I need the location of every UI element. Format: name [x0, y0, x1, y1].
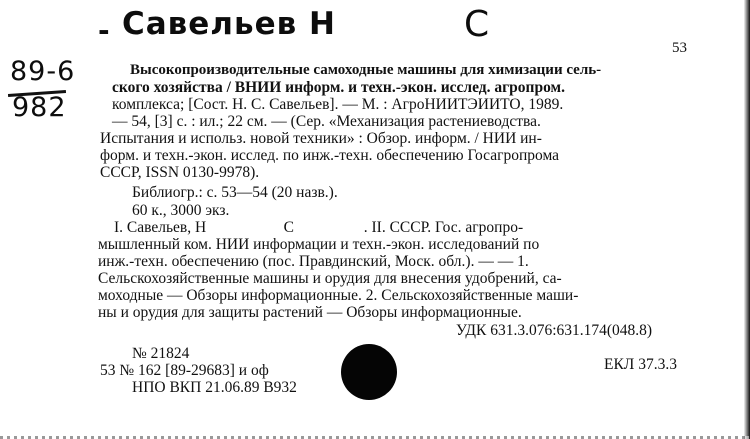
udc-code: УДК 631.3.076:631.174(048.8)	[456, 322, 653, 339]
description-line: комплекса; [Сост. Н. С. Савельев]. — М. : АгроНИИТЭИИТО, 1989.	[112, 96, 564, 113]
subject-line: моходные — Обзоры информационные. 2. Сельскохозяйственные маши-	[98, 287, 579, 304]
handwritten-initial: С	[464, 4, 491, 45]
printer-info: НПО ВКП 21.06.89 В932	[132, 379, 297, 396]
description-line: Испытания и использ. новой техники» : Обзор. информ. / НИИ ин-	[100, 130, 542, 147]
subject-line: ны и орудия для защиты растений — Обзоры информационные.	[98, 304, 522, 321]
description-line: СССР, ISSN 0130-9978).	[100, 164, 260, 181]
card-edge-shadow	[744, 0, 750, 439]
subject-line: I. Савельев, Н С . II. СССР. Гос. агропро-	[114, 219, 524, 236]
card-number: 53 № 162 [89-29683] и оф	[100, 362, 269, 379]
handwritten-shelf-mark-top: 89-6	[10, 56, 76, 87]
subject-line: мышленный ком. НИИ информации и техн.-экон. исследований по	[98, 236, 540, 253]
record-number: № 21824	[132, 345, 190, 362]
subject-line: Сельскохозяйственные машины и орудия для внесения удобрений, са-	[98, 270, 562, 287]
description-line: форм. и техн.-экон. исслед. по инж.-техн. обеспечению Госагропрома	[100, 147, 560, 164]
subject-line: инж.-техн. обеспечению (пос. Правдинский, Моск. обл.). — — 1.	[98, 253, 529, 270]
description-line: ского хозяйства / ВНИИ информ. и техн.-экон. исслед. агропром.	[112, 79, 565, 96]
page-number: 53	[672, 40, 687, 56]
handwritten-dash: -	[98, 14, 111, 47]
bibliography-note: Библиогр.: с. 53—54 (20 назв.).	[132, 184, 338, 201]
handwritten-shelf-mark-bottom: 982	[12, 92, 67, 123]
description-line: — 54, [3] с. : ил.; 22 см. — (Сер. «Механизация растениеводства.	[112, 113, 541, 130]
handwritten-author-name: Савельев Н	[122, 6, 336, 42]
punch-hole	[341, 344, 397, 400]
description-line: Высокопроизводительные самоходные машины для химизации сель-	[130, 62, 602, 78]
copies-note: 60 к., 3000 экз.	[132, 202, 230, 219]
ekl-code: ЕКЛ 37.3.3	[604, 356, 677, 373]
